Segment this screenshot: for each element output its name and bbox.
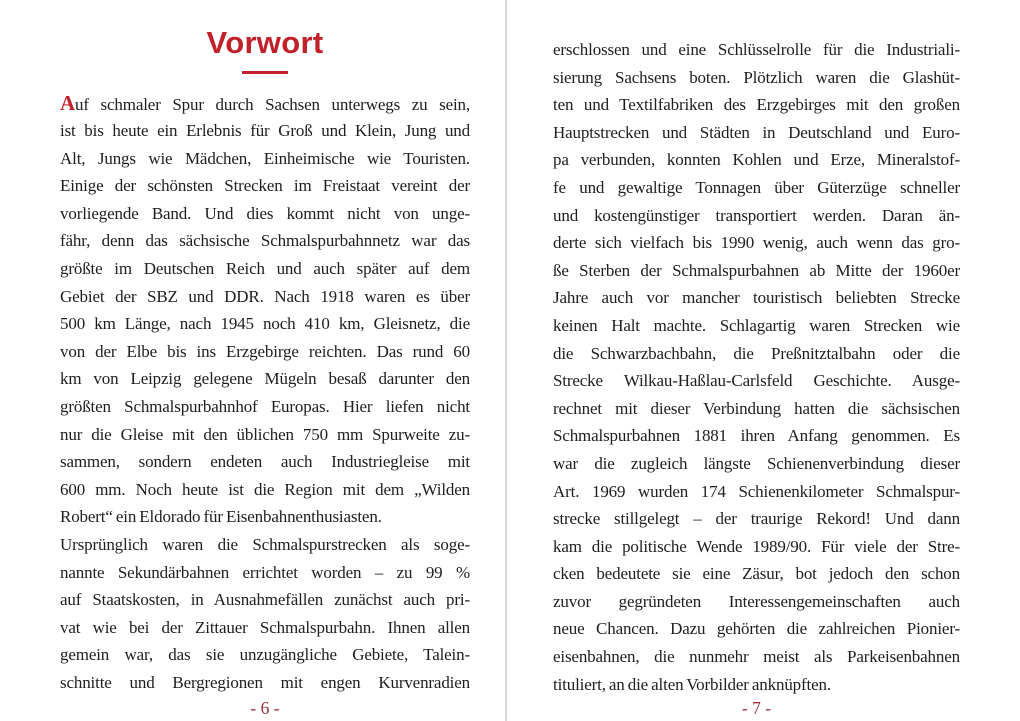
text-line: Robert“ ein Eldorado für Eisenbahnenthusiasten. xyxy=(60,507,382,527)
text-line: fähr, denn das sächsische Schmalspurbahnnetz war das xyxy=(60,231,470,251)
text-line: Alt, Jungs wie Mädchen, Einheimische wie Touristen. xyxy=(60,148,470,168)
text-line: Einige der schönsten Strecken im Freistaat vereint der xyxy=(60,176,470,196)
drop-cap-initial: A xyxy=(60,90,76,115)
text-line: von der Elbe bis ins Erzgebirge reichten. Das rund 60 xyxy=(60,341,470,361)
text-line: cken bedeutete sie eine Zäsur, bot jedoch den schon xyxy=(553,564,960,584)
page-divider xyxy=(505,0,507,721)
text-line: Jahre auch vor mancher touristisch beliebten Strecke xyxy=(553,288,960,308)
text-line: 600 mm. Noch heute ist die Region mit dem „Wilden xyxy=(60,479,470,499)
body-text-left xyxy=(60,90,470,697)
text-line: sammen, sondern endeten auch Industriegleise mit xyxy=(60,452,470,472)
text-line: auf Staatskosten, in Ausnahmefällen zunächst auch pri- xyxy=(60,590,470,610)
text-line: Auf schmaler Spur durch Sachsen unterwegs zu sein, xyxy=(60,90,470,115)
text-line: gemein war, das sie unzugängliche Gebiete, Talein- xyxy=(60,645,470,665)
text-line: Schmalspurbahnen 1881 ihren Anfang genommen. Es xyxy=(553,426,960,446)
text-line: größte im Deutschen Reich und auch später auf dem xyxy=(60,259,470,279)
text-line: sierung Sachsens boten. Plötzlich waren die Glashüt- xyxy=(553,67,960,87)
text-line: vorliegende Band. Und dies kommt nicht von unge- xyxy=(60,203,470,223)
text-line: 500 km Länge, nach 1945 noch 410 km, Gleisnetz, die xyxy=(60,314,470,334)
page-number-left: - 6 - xyxy=(250,698,280,718)
title-rule xyxy=(242,71,288,74)
text-line: pa verbunden, konnten Kohlen und Erze, Mineralstof- xyxy=(553,150,960,170)
text-line: erschlossen und eine Schlüsselrolle für die Industriali- xyxy=(553,40,960,59)
text-line: ten und Textilfabriken des Erzgebirges mit den großen xyxy=(553,95,960,115)
text-line: war die zugleich längste Schienenverbindung dieser xyxy=(553,453,960,473)
text-line: Strecke Wilkau-Haßlau-Carlsfeld Geschichte. Ausge- xyxy=(553,371,960,391)
text-line: kam die politische Wende 1989/90. Für viele der Stre- xyxy=(553,536,960,556)
text-line: Ursprünglich waren die Schmalspurstrecken als soge- xyxy=(60,535,470,554)
text-line: Art. 1969 wurden 174 Schienenkilometer Schmalspur- xyxy=(553,481,960,501)
text-line: ße Sterben der Schmalspurbahnen ab Mitte der 1960er xyxy=(553,260,960,280)
text-line: derte sich vielfach bis 1990 wenig, auch wenn das gro- xyxy=(553,233,960,253)
text-line: größten Schmalspurbahnhof Europas. Hier liefen nicht xyxy=(60,397,470,417)
page-title: Vorwort xyxy=(206,25,324,60)
right-page xyxy=(510,0,1020,721)
text-line: km von Leipzig gelegene Mügeln besaß darunter den xyxy=(60,369,470,389)
text-line: Hauptstrecken und Städten in Deutschland und Euro- xyxy=(553,122,960,142)
text-line: fe und gewaltige Tonnagen über Güterzüge schneller xyxy=(553,177,960,197)
text-line: strecke stillgelegt – der traurige Rekord! Und dann xyxy=(553,509,960,529)
text-line: und kostengünstiger transportiert werden. Daran än- xyxy=(553,205,960,225)
text-line: nannte Sekundärbahnen errichtet worden – zu 99 % xyxy=(60,562,470,582)
text-line: keinen Halt machte. Schlagartig waren Strecken wie xyxy=(553,315,960,335)
text-line: rechnet mit dieser Verbindung hatten die sächsischen xyxy=(553,398,960,418)
body-text-right xyxy=(553,36,960,698)
text-line: eisenbahnen, die nunmehr meist als Parkeisenbahnen xyxy=(553,647,960,667)
text-line: neue Chancen. Dazu gehörten die zahlreichen Pionier- xyxy=(553,619,960,639)
text-line: ist bis heute ein Erlebnis für Groß und Klein, Jung und xyxy=(60,121,470,141)
text-line: schnitte und Bergregionen mit engen Kurvenradien xyxy=(60,672,470,692)
text-line: nur die Gleise mit den üblichen 750 mm Spurweite zu- xyxy=(60,424,470,444)
text-line: tituliert, an die alten Vorbilder anknüpften. xyxy=(553,674,831,694)
text-line: Gebiet der SBZ und DDR. Nach 1918 waren es über xyxy=(60,286,470,306)
text-line: zuvor gegründeten Interessengemeinschaften auch xyxy=(553,591,960,611)
text-line: die Schwarzbachbahn, die Preßnitztalbahn oder die xyxy=(553,343,960,363)
page-number-right: - 7 - xyxy=(741,698,772,718)
text-line: vat wie bei der Zittauer Schmalspurbahn. Ihnen allen xyxy=(60,617,470,637)
